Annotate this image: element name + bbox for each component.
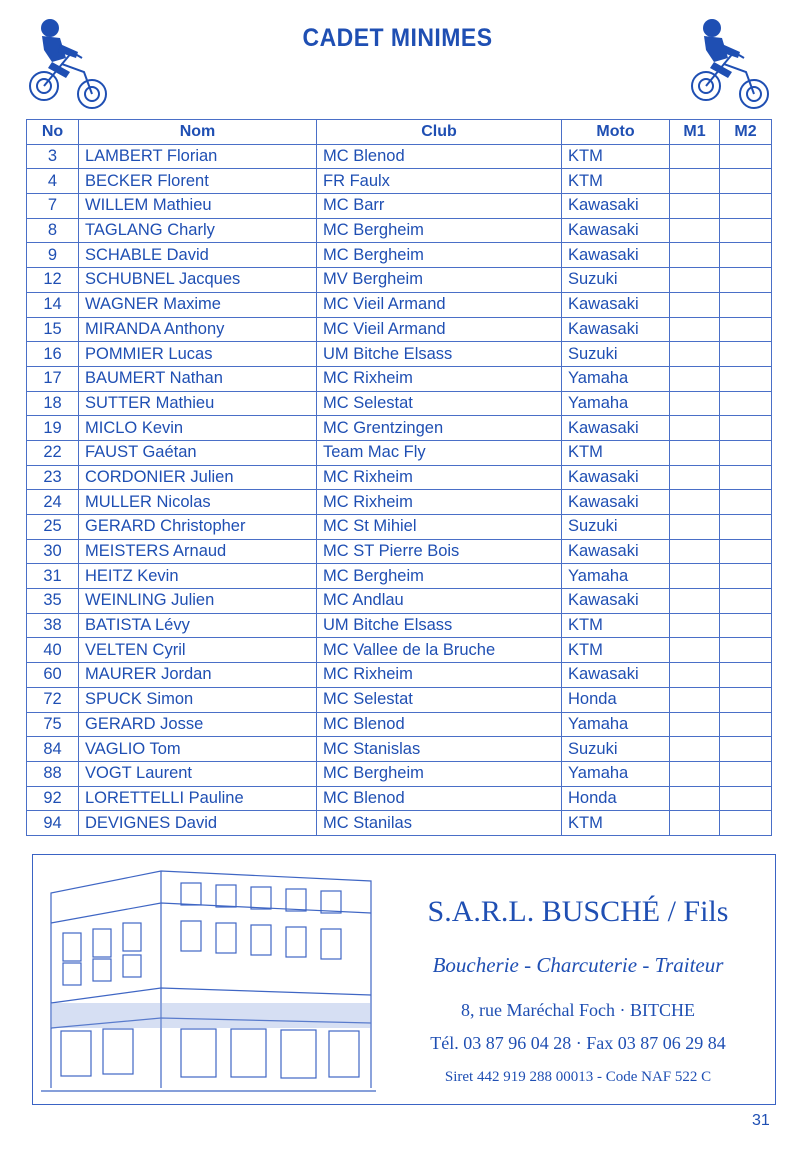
cell-club: MC Bergheim [317,761,562,786]
cell-moto: Suzuki [562,268,670,293]
cell-m2 [720,613,772,638]
advertisement [32,854,776,1105]
cell-m2 [720,786,772,811]
cell-m1 [670,638,720,663]
cell-no: 35 [27,589,79,614]
table-row [27,737,772,762]
cell-no: 4 [27,169,79,194]
cell-m1 [670,268,720,293]
cell-moto: Kawasaki [562,663,670,688]
cell-m1 [670,243,720,268]
cell-nom: TAGLANG Charly [79,218,317,243]
motocross-rider-icon [684,14,774,114]
cell-moto: KTM [562,440,670,465]
cell-club: MC Rixheim [317,663,562,688]
cell-club: MC St Mihiel [317,515,562,540]
cell-moto: Yamaha [562,712,670,737]
cell-m1 [670,613,720,638]
cell-no: 15 [27,317,79,342]
cell-m1 [670,490,720,515]
cell-moto: Suzuki [562,342,670,367]
cell-nom: HEITZ Kevin [79,564,317,589]
cell-club: MC Barr [317,194,562,219]
cell-club: MC Selestat [317,687,562,712]
cell-m2 [720,268,772,293]
cell-m1 [670,194,720,219]
cell-club: MV Bergheim [317,268,562,293]
table-row [27,786,772,811]
company-siret: Siret 442 919 288 00013 - Code NAF 522 C [444,1069,712,1085]
motocross-rider-icon [22,14,112,114]
cell-no: 40 [27,638,79,663]
table-row [27,218,772,243]
header-club: Club [317,120,562,145]
cell-no: 3 [27,144,79,169]
cell-club: MC Stanislas [317,737,562,762]
page-title: CADET MINIMES [302,24,493,52]
table-row [27,268,772,293]
cell-nom: LORETTELLI Pauline [79,786,317,811]
company-address: 8, rue Maréchal Foch · BITCHE [461,1000,695,1020]
cell-nom: WAGNER Maxime [79,292,317,317]
table-row [27,515,772,540]
cell-moto: Kawasaki [562,416,670,441]
cell-m1 [670,144,720,169]
cell-moto: KTM [562,144,670,169]
cell-no: 23 [27,465,79,490]
cell-no: 88 [27,761,79,786]
cell-nom: WEINLING Julien [79,589,317,614]
cell-no: 9 [27,243,79,268]
cell-club: Team Mac Fly [317,440,562,465]
cell-m2 [720,440,772,465]
cell-no: 60 [27,663,79,688]
cell-m2 [720,515,772,540]
cell-club: MC Rixheim [317,366,562,391]
cell-m1 [670,564,720,589]
cell-no: 12 [27,268,79,293]
cell-m2 [720,366,772,391]
cell-m2 [720,539,772,564]
cell-moto: KTM [562,169,670,194]
cell-m2 [720,144,772,169]
cell-m2 [720,416,772,441]
cell-no: 30 [27,539,79,564]
header-moto: Moto [562,120,670,145]
cell-m2 [720,342,772,367]
cell-no: 16 [27,342,79,367]
cell-m1 [670,687,720,712]
cell-m2 [720,712,772,737]
table-row [27,416,772,441]
roster-table [26,119,772,836]
cell-no: 25 [27,515,79,540]
cell-nom: MICLO Kevin [79,416,317,441]
table-row [27,342,772,367]
table-row [27,317,772,342]
cell-nom: SPUCK Simon [79,687,317,712]
cell-m2 [720,292,772,317]
table-row [27,539,772,564]
cell-club: MC Rixheim [317,465,562,490]
table-row [27,169,772,194]
cell-m1 [670,218,720,243]
cell-nom: BECKER Florent [79,169,317,194]
cell-nom: VAGLIO Tom [79,737,317,762]
cell-nom: MIRANDA Anthony [79,317,317,342]
cell-moto: Honda [562,786,670,811]
cell-moto: Kawasaki [562,465,670,490]
cell-no: 19 [27,416,79,441]
cell-club: MC Bergheim [317,218,562,243]
cell-club: MC Blenod [317,712,562,737]
table-row [27,440,772,465]
cell-m1 [670,761,720,786]
table-row [27,564,772,589]
cell-m2 [720,761,772,786]
cell-m2 [720,218,772,243]
cell-moto: Kawasaki [562,218,670,243]
cell-nom: LAMBERT Florian [79,144,317,169]
company-phone: Tél. 03 87 96 04 28 · Fax 03 87 06 29 84 [430,1033,726,1053]
cell-club: MC Bergheim [317,564,562,589]
cell-moto: Kawasaki [562,539,670,564]
cell-m2 [720,811,772,836]
table-header-row [27,120,772,145]
cell-club: MC Selestat [317,391,562,416]
table-row [27,144,772,169]
cell-nom: CORDONIER Julien [79,465,317,490]
table-row [27,589,772,614]
cell-nom: WILLEM Mathieu [79,194,317,219]
cell-no: 94 [27,811,79,836]
table-row [27,366,772,391]
cell-no: 22 [27,440,79,465]
cell-m2 [720,194,772,219]
cell-moto: Suzuki [562,737,670,762]
cell-moto: Kawasaki [562,317,670,342]
cell-m1 [670,292,720,317]
cell-no: 72 [27,687,79,712]
cell-moto: Kawasaki [562,589,670,614]
cell-moto: Kawasaki [562,292,670,317]
cell-club: MC Blenod [317,144,562,169]
cell-no: 18 [27,391,79,416]
cell-club: MC Andlau [317,589,562,614]
cell-club: MC Vieil Armand [317,317,562,342]
cell-nom: MAURER Jordan [79,663,317,688]
page-number: 31 [752,1112,770,1129]
cell-moto: Yamaha [562,366,670,391]
cell-nom: FAUST Gaétan [79,440,317,465]
cell-m1 [670,811,720,836]
cell-nom: GERARD Christopher [79,515,317,540]
cell-nom: SUTTER Mathieu [79,391,317,416]
table-row [27,761,772,786]
table-row [27,638,772,663]
cell-m2 [720,564,772,589]
cell-nom: MULLER Nicolas [79,490,317,515]
table-row [27,292,772,317]
cell-m2 [720,663,772,688]
company-trade: Boucherie - Charcuterie - Traiteur [432,953,724,977]
cell-nom: GERARD Josse [79,712,317,737]
cell-m2 [720,687,772,712]
cell-no: 24 [27,490,79,515]
cell-no: 38 [27,613,79,638]
cell-club: MC Bergheim [317,243,562,268]
cell-no: 7 [27,194,79,219]
cell-moto: Suzuki [562,515,670,540]
cell-m1 [670,663,720,688]
cell-nom: MEISTERS Arnaud [79,539,317,564]
cell-m1 [670,737,720,762]
roster-body [27,144,772,835]
cell-no: 14 [27,292,79,317]
cell-moto: KTM [562,638,670,663]
cell-m2 [720,737,772,762]
cell-moto: Kawasaki [562,490,670,515]
cell-nom: VOGT Laurent [79,761,317,786]
cell-nom: SCHUBNEL Jacques [79,268,317,293]
cell-club: FR Faulx [317,169,562,194]
cell-club: UM Bitche Elsass [317,613,562,638]
cell-m2 [720,465,772,490]
cell-m2 [720,391,772,416]
cell-m1 [670,391,720,416]
cell-m1 [670,465,720,490]
cell-club: MC Rixheim [317,490,562,515]
header-m1: M1 [670,120,720,145]
cell-m1 [670,342,720,367]
cell-m1 [670,440,720,465]
table-row [27,490,772,515]
cell-moto: Kawasaki [562,243,670,268]
cell-club: UM Bitche Elsass [317,342,562,367]
cell-m1 [670,366,720,391]
cell-moto: Honda [562,687,670,712]
cell-no: 8 [27,218,79,243]
table-row [27,243,772,268]
cell-moto: Yamaha [562,761,670,786]
cell-club: MC ST Pierre Bois [317,539,562,564]
table-row [27,712,772,737]
cell-m2 [720,638,772,663]
cell-club: MC Stanilas [317,811,562,836]
cell-m1 [670,317,720,342]
table-row [27,465,772,490]
cell-moto: Yamaha [562,564,670,589]
cell-nom: BATISTA Lévy [79,613,317,638]
header-m2: M2 [720,120,772,145]
cell-m2 [720,490,772,515]
cell-moto: Yamaha [562,391,670,416]
cell-nom: BAUMERT Nathan [79,366,317,391]
table-row [27,613,772,638]
cell-m1 [670,589,720,614]
cell-moto: KTM [562,811,670,836]
table-row [27,687,772,712]
cell-nom: VELTEN Cyril [79,638,317,663]
cell-club: MC Vallee de la Bruche [317,638,562,663]
cell-club: MC Blenod [317,786,562,811]
cell-m1 [670,416,720,441]
cell-club: MC Grentzingen [317,416,562,441]
cell-nom: SCHABLE David [79,243,317,268]
cell-m1 [670,786,720,811]
cell-m2 [720,243,772,268]
cell-m2 [720,589,772,614]
cell-moto: Kawasaki [562,194,670,219]
company-name: S.A.R.L. BUSCHÉ / Fils [427,895,729,928]
cell-no: 92 [27,786,79,811]
cell-m1 [670,539,720,564]
cell-no: 84 [27,737,79,762]
cell-m2 [720,169,772,194]
cell-m1 [670,515,720,540]
cell-m1 [670,712,720,737]
cell-no: 31 [27,564,79,589]
header-no: No [27,120,79,145]
cell-nom: DEVIGNES David [79,811,317,836]
cell-nom: POMMIER Lucas [79,342,317,367]
cell-m1 [670,169,720,194]
table-row [27,194,772,219]
cell-moto: KTM [562,613,670,638]
cell-m2 [720,317,772,342]
cell-club: MC Vieil Armand [317,292,562,317]
table-row [27,811,772,836]
header-nom: Nom [79,120,317,145]
table-row [27,391,772,416]
cell-no: 75 [27,712,79,737]
table-row [27,663,772,688]
cell-no: 17 [27,366,79,391]
shop-building-sketch [41,863,376,1095]
